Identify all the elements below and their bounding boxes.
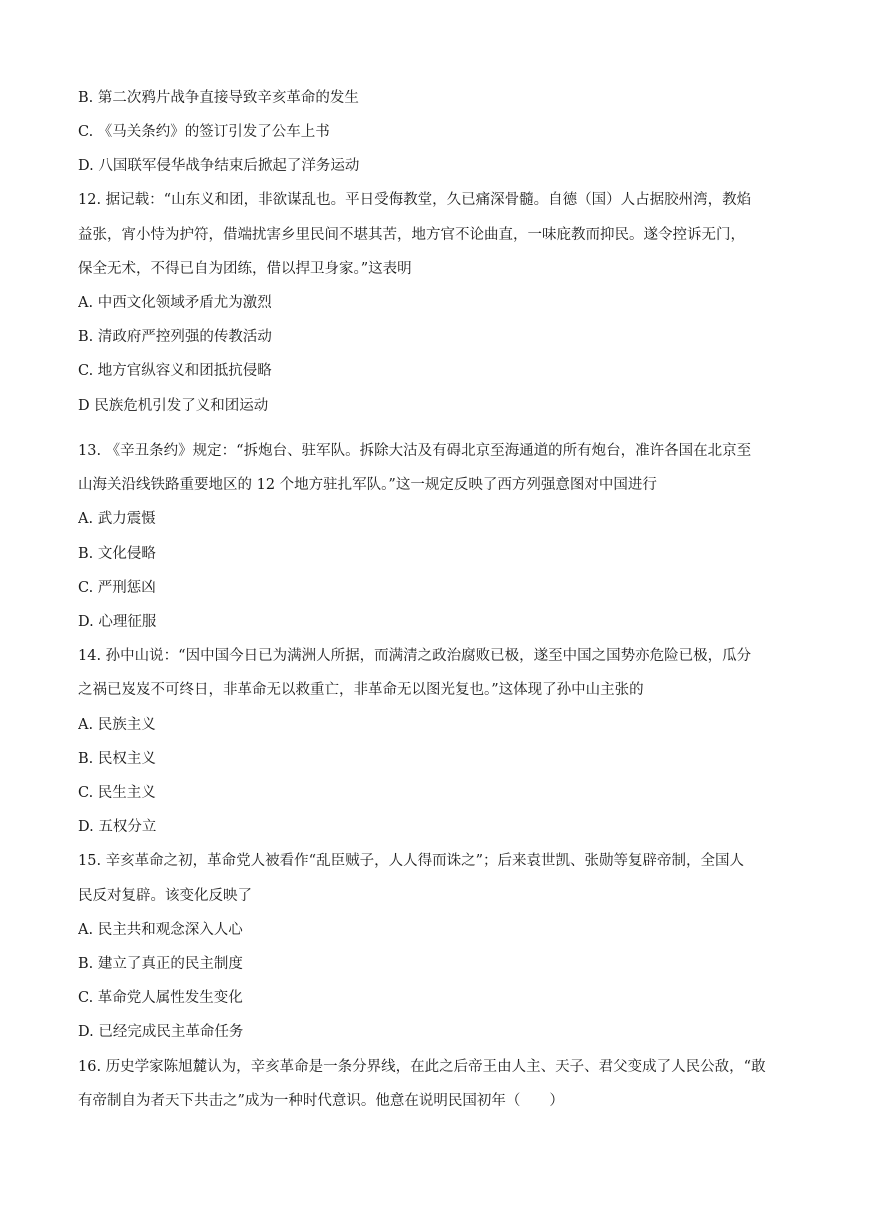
q13-option-b: B. 文化侵略 [78,546,156,562]
q15-option-d: D. 已经完成民主革命任务 [78,1024,244,1040]
q12-option-b: B. 清政府严控列强的传教活动 [78,329,272,345]
q11-option-b: B. 第二次鸦片战争直接导致辛亥革命的发生 [78,90,359,106]
q13-option-c: C. 严刑惩凶 [78,580,156,596]
q12-stem-line-3: 保全无术，不得已自为团练，借以捍卫身家。”这表明 [78,261,412,277]
q13-option-a: A. 武力震慑 [78,511,156,527]
q13-stem-line-1: 13. 《辛丑条约》规定：“拆炮台、驻军队。拆除大沽及有碍北京至海通道的所有炮台，准许各国在北京至 [78,443,752,459]
q14-stem-line-1: 14. 孙中山说：“因中国今日已为满洲人所据，而满清之政治腐败已极，遂至中国之国势亦危险已极，瓜分 [78,648,752,664]
q12-option-c: C. 地方官纵容义和团抵抗侵略 [78,363,272,379]
q13-option-d: D. 心理征服 [78,614,157,630]
q15-option-a: A. 民主共和观念深入人心 [78,922,243,938]
q16-stem-line-1: 16. 历史学家陈旭麓认为，辛亥革命是一条分界线，在此之后帝王由人主、天子、君父变成了人民公敌，“敢 [78,1059,766,1075]
q11-option-d: D. 八国联军侵华战争结束后掀起了洋务运动 [78,158,360,174]
q14-stem-line-2: 之祸已岌岌不可终日，非革命无以救重亡，非革命无以图光复也。”这体现了孙中山主张的 [78,682,644,698]
q14-option-a: A. 民族主义 [78,717,156,733]
q11-option-c: C. 《马关条约》的签订引发了公车上书 [78,124,330,140]
q12-option-a: A. 中西文化领域矛盾尤为激烈 [78,295,272,311]
q12-stem-line-1: 12. 据记载：“山东义和团，非欲谋乱也。平日受侮教堂，久已痛深骨髓。自德（国）人占据胶州湾，教焰 [78,192,752,208]
q15-option-c: C. 革命党人属性发生变化 [78,990,243,1006]
q15-stem-line-2: 民反对复辟。该变化反映了 [78,888,252,904]
q13-stem-line-2: 山海关沿线铁路重要地区的 12 个地方驻扎军队。”这一规定反映了西方列强意图对中国进行 [78,477,657,493]
q12-option-d: D 民族危机引发了义和团运动 [78,398,269,414]
q16-stem-line-2: 有帝制自为者天下共击之”成为一种时代意识。他意在说明民国初年（ ） [78,1093,564,1109]
q15-stem-line-1: 15. 辛亥革命之初，革命党人被看作“乱臣贼子，人人得而诛之”；后来袁世凯、张勋等复辟帝制，全国人 [78,853,744,869]
q14-option-d: D. 五权分立 [78,819,157,835]
q14-option-c: C. 民生主义 [78,785,156,801]
q12-stem-line-2: 益张，宵小恃为护符，借端扰害乡里民间不堪其苦，地方官不论曲直，一味庇教而抑民。遂令控诉无门， [78,227,745,243]
q15-option-b: B. 建立了真正的民主制度 [78,956,243,972]
q14-option-b: B. 民权主义 [78,751,156,767]
